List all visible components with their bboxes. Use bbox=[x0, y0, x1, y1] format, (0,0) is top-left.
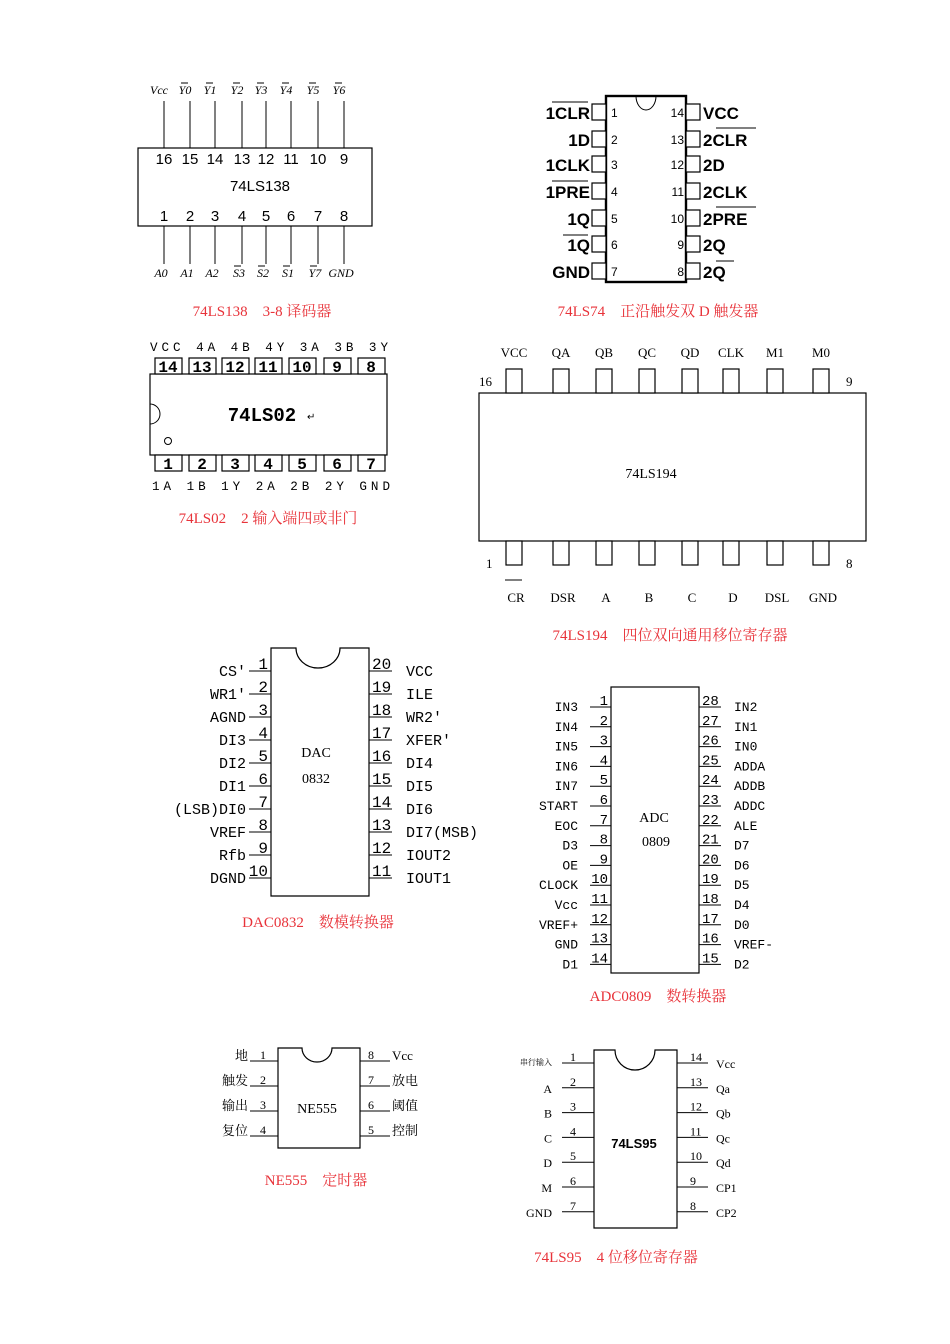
chip_0809-left-pin-14: 14 bbox=[591, 951, 608, 968]
chip-74ls194-bottom-label-c: C bbox=[687, 590, 697, 605]
chip_0809-right-pin-18: 18 bbox=[702, 892, 719, 908]
chip_555-left-label-3: 输出 bbox=[221, 1098, 248, 1113]
chip_0832-left-pin-6: 6 bbox=[258, 771, 268, 789]
chip_95-right-label-13: Qa bbox=[716, 1081, 730, 1096]
chip-74ls74-right-lead bbox=[686, 156, 700, 172]
chip-74ls138-bottom-pin-4: 4 bbox=[237, 208, 247, 225]
chip_0832-right-pin-14: 14 bbox=[372, 794, 392, 812]
chip_555-left-pin-3: 3 bbox=[260, 1098, 266, 1112]
chip-74ls194-pin-8: 8 bbox=[846, 556, 853, 571]
chip-74ls194-top-label-qc: QC bbox=[637, 345, 657, 360]
chip_0809-right-pin-22: 22 bbox=[702, 812, 719, 829]
chip-74ls138-bottom-pin-1: 1 bbox=[159, 208, 169, 225]
chip-74ls138-bottom-label-0: A0 bbox=[154, 266, 168, 280]
chip-74ls194-top-lead bbox=[813, 369, 829, 393]
chip_0809-left-label-14: D1 bbox=[562, 957, 578, 973]
chip-74ls02-bottom-pin-7: 7 bbox=[366, 456, 376, 474]
chip_0809-right-label-17: D0 bbox=[734, 917, 750, 933]
chip-74ls74-right-label-8: 2Q bbox=[703, 263, 726, 282]
chip_0809-right-label-15: D2 bbox=[734, 957, 750, 973]
chip-74ls138-bottom-label-6: Y7 bbox=[308, 266, 322, 280]
chip-74ls74-right-label-10: 2PRE bbox=[703, 210, 748, 229]
chip-74ls74-right-pin-8: 8 bbox=[677, 265, 684, 279]
chip_0809-left-pin-10: 10 bbox=[591, 872, 608, 889]
chip-74ls74-right-pin-10: 10 bbox=[670, 212, 684, 226]
chip_555-right-label-7: 放电 bbox=[392, 1073, 419, 1088]
chip_0809-right-label-16: VREF- bbox=[734, 937, 774, 953]
chip_0809-right-label-26: IN0 bbox=[734, 739, 758, 755]
chip-74ls194-bottom-label-gnd: GND bbox=[808, 590, 838, 605]
chip-74ls74-left-pin-1: 1 bbox=[611, 106, 618, 120]
chip_95-left-label-3: B bbox=[543, 1106, 552, 1121]
chip_95-left-pin-7: 7 bbox=[570, 1198, 576, 1213]
chip_555-left-pin-4: 4 bbox=[260, 1123, 266, 1137]
chip-74ls74-caption: 74LS74 正沿触发双 D 触发器 bbox=[557, 304, 759, 320]
chip-74ls74-left-lead bbox=[592, 236, 606, 252]
chip-74ls194-pin-9: 9 bbox=[846, 374, 853, 389]
chip-74ls74-left-pin-2: 2 bbox=[611, 133, 618, 147]
chip-74ls194-top-lead bbox=[682, 369, 698, 393]
chip-74ls138-top-label-2: Y1 bbox=[203, 83, 217, 97]
chip-74ls138-bottom-label-1: A1 bbox=[180, 266, 194, 280]
chip_0809-right-label-28: IN2 bbox=[734, 700, 758, 715]
chip-74ls138-top-label-6: Y5 bbox=[306, 83, 320, 97]
chip_0832-right-label-20: VCC bbox=[406, 664, 434, 681]
chip-dac0832-name-line2: 0832 bbox=[302, 772, 330, 787]
chip-74ls138-bottom-label-7: GND bbox=[328, 266, 354, 280]
chip-74ls138-top-pin-12: 12 bbox=[257, 151, 275, 168]
chip-74ls194-bottom-lead bbox=[682, 541, 698, 565]
chip_95-right-label-14: Vcc bbox=[716, 1057, 736, 1071]
chip_0809-left-pin-3: 3 bbox=[599, 733, 608, 750]
chip_0832-right-pin-12: 12 bbox=[372, 840, 392, 858]
chip_0809-right-pin-15: 15 bbox=[702, 951, 719, 968]
chip_0832-left-pin-3: 3 bbox=[258, 702, 268, 720]
chip_95-left-label-7: GND bbox=[526, 1205, 552, 1220]
chip-74ls74-left-pin-4: 4 bbox=[611, 185, 618, 199]
chip_0809-right-label-24: ADDB bbox=[734, 779, 766, 795]
chip-74ls02-top-pin-13: 13 bbox=[192, 359, 212, 377]
chip-74ls74-right-lead bbox=[686, 104, 700, 120]
chip-74ls194-bottom-label-a: A bbox=[601, 590, 611, 605]
chip-74ls194-bottom-lead bbox=[506, 541, 522, 565]
chip-74ls138-bottom-label-3: S3 bbox=[233, 266, 245, 280]
chip_0809-right-label-23: ADDC bbox=[734, 799, 766, 814]
chip-74ls194-top-label-qb: QB bbox=[594, 345, 614, 360]
chip_0809-right-pin-16: 16 bbox=[702, 931, 719, 948]
chip_0809-left-pin-7: 7 bbox=[599, 812, 608, 829]
chip_0832-left-label-5: DI2 bbox=[218, 756, 246, 773]
chip-74ls138-bottom-pin-5: 5 bbox=[261, 208, 271, 225]
chip_0832-left-pin-5: 5 bbox=[258, 748, 268, 766]
chip-74ls138-top-label-5: Y4 bbox=[279, 83, 293, 97]
chip-74ls138-top-pin-15: 15 bbox=[181, 151, 199, 168]
chip-74ls194-top-lead bbox=[639, 369, 655, 393]
chip-74ls74-left-lead bbox=[592, 210, 606, 226]
chip-74ls02-top-pin-14: 14 bbox=[158, 359, 178, 377]
chip_0832-right-label-17: XFER' bbox=[406, 733, 452, 750]
chip_95-left-label-2: A bbox=[543, 1081, 552, 1096]
chip-74ls138-bottom-label-5: S1 bbox=[282, 266, 294, 280]
chip-ne555 bbox=[222, 1048, 418, 1189]
chip-74ls138-top-label-7: Y6 bbox=[332, 83, 346, 97]
chip-74ls74-right-pin-14: 14 bbox=[670, 106, 684, 120]
chip-74ls74-left-label-1: 1CLR bbox=[545, 104, 590, 123]
chip_555-left-pin-2: 2 bbox=[260, 1073, 266, 1087]
chip_0832-left-label-4: DI3 bbox=[218, 733, 246, 750]
chip-74ls74-right-pin-12: 12 bbox=[670, 158, 684, 172]
chip_0809-right-pin-17: 17 bbox=[702, 911, 719, 928]
chip-74ls95-caption: 74LS95 4 位移位寄存器 bbox=[534, 1250, 698, 1266]
chip-74ls194-bottom-lead bbox=[596, 541, 612, 565]
chip-74ls74-right-pin-9: 9 bbox=[677, 238, 684, 252]
chip-74ls194-bottom-lead bbox=[767, 541, 783, 565]
chip-74ls02 bbox=[150, 341, 390, 527]
chip-74ls02-bottom-labels: 1A 1B 1Y 2A 2B 2Y GND bbox=[152, 480, 390, 494]
chip-74ls74-right-label-13: 2CLR bbox=[703, 131, 748, 150]
chip-74ls194 bbox=[479, 345, 866, 644]
chip-74ls74-left-lead bbox=[592, 104, 606, 120]
chip_0809-right-label-22: ALE bbox=[734, 818, 758, 834]
chip_0832-right-pin-18: 18 bbox=[372, 702, 392, 720]
chip_0809-left-label-3: IN5 bbox=[554, 739, 578, 755]
chip-74ls194-top-label-clk: CLK bbox=[718, 345, 744, 360]
chip_95-right-label-12: Qb bbox=[716, 1106, 731, 1121]
chip_0832-right-label-19: ILE bbox=[406, 687, 434, 704]
chip_0809-left-pin-2: 2 bbox=[599, 713, 608, 730]
chip-74ls138-top-label-0: Vcc bbox=[150, 83, 168, 97]
chip_0809-left-label-5: IN7 bbox=[554, 779, 578, 795]
chip-adc0809-name-line1: ADC bbox=[639, 811, 669, 826]
chip-74ls194-pin-16: 16 bbox=[479, 374, 492, 389]
chip_0809-right-pin-28: 28 bbox=[702, 694, 719, 710]
chip_555-right-label-8: Vcc bbox=[392, 1048, 413, 1063]
chip-74ls74-right-label-11: 2CLK bbox=[703, 183, 748, 202]
chip_0809-left-label-2: IN4 bbox=[554, 719, 578, 735]
chip-74ls194-top-lead bbox=[767, 369, 783, 393]
chip_95-left-pin-2: 2 bbox=[570, 1074, 576, 1089]
chip-74ls194-pin-1: 1 bbox=[486, 556, 493, 571]
chip-74ls74-left-label-4: 1PRE bbox=[545, 183, 590, 202]
chip-74ls194-bottom-label-d: D bbox=[728, 590, 738, 605]
chip-74ls74-right-label-14: VCC bbox=[703, 104, 739, 123]
chip_95-right-pin-11: 11 bbox=[690, 1124, 702, 1139]
chip-74ls194-top-lead bbox=[506, 369, 522, 393]
chip-74ls138-bottom-pin-6: 6 bbox=[286, 208, 296, 225]
chip-dac0832-name-line1: DAC bbox=[301, 746, 331, 761]
chip-74ls74-left-lead bbox=[592, 183, 606, 199]
chip_555-left-pin-1: 1 bbox=[260, 1048, 266, 1062]
chip_0809-left-label-13: GND bbox=[554, 937, 578, 953]
chip_95-right-label-9: CP1 bbox=[716, 1181, 737, 1195]
chip_555-left-label-2: 触发 bbox=[221, 1073, 248, 1088]
chip_555-right-pin-5: 5 bbox=[368, 1123, 374, 1137]
chip-74ls74-right-lead bbox=[686, 236, 700, 252]
chip-74ls02-caption: 74LS02 2 输入端四或非门 bbox=[178, 511, 358, 527]
chip_0832-left-pin-7: 7 bbox=[258, 794, 268, 812]
chip_95-right-pin-12: 12 bbox=[690, 1099, 702, 1114]
chip-74ls194-bottom-label-dsl: DSL bbox=[764, 590, 790, 605]
chip-74ls74-left-pin-7: 7 bbox=[611, 265, 618, 279]
chip_0832-right-label-13: DI7(MSB) bbox=[406, 825, 479, 842]
chip_95-right-label-10: Qd bbox=[716, 1156, 731, 1171]
chip_95-left-label-5: D bbox=[543, 1156, 552, 1171]
chip-74ls74-right-label-12: 2D bbox=[703, 156, 725, 175]
chip_0809-right-pin-24: 24 bbox=[702, 773, 719, 790]
chip_0809-left-label-6: START bbox=[538, 799, 578, 814]
chip_0809-left-pin-12: 12 bbox=[591, 911, 608, 928]
chip_95-left-label-1: 串行输入 bbox=[520, 1058, 552, 1067]
chip-74ls74-right-pin-11: 11 bbox=[671, 185, 684, 199]
chip-74ls74-right-lead bbox=[686, 183, 700, 199]
chip-ne555-body bbox=[278, 1048, 360, 1148]
chip-74ls74-left-label-2: 1D bbox=[568, 131, 590, 150]
chip_0809-right-pin-20: 20 bbox=[702, 852, 719, 869]
chip-74ls138-top-pin-10: 10 bbox=[309, 151, 327, 168]
chip_0832-right-label-16: DI4 bbox=[406, 756, 434, 773]
chip_0809-left-pin-13: 13 bbox=[591, 931, 608, 948]
chip-dac0832-caption: DAC0832 数模转换器 bbox=[242, 915, 394, 931]
chip-74ls74-left-label-3: 1CLK bbox=[545, 156, 590, 175]
chip-74ls138-caption: 74LS138 3-8 译码器 bbox=[192, 304, 332, 320]
chip_0809-right-pin-27: 27 bbox=[702, 713, 719, 730]
chip-74ls194-top-lead bbox=[553, 369, 569, 393]
chip_0809-right-pin-21: 21 bbox=[702, 832, 719, 849]
chip_0832-left-pin-8: 8 bbox=[258, 817, 268, 835]
chip_0832-right-pin-16: 16 bbox=[372, 748, 392, 766]
chip-74ls138-bottom-label-4: S2 bbox=[257, 266, 269, 280]
chip-74ls02-top-labels: VCC 4A 4B 4Y 3A 3B 3Y bbox=[150, 341, 388, 355]
chip-74ls138 bbox=[138, 83, 372, 320]
chip-74ls74-left-lead bbox=[592, 156, 606, 172]
chip-74ls138-top-pin-14: 14 bbox=[206, 151, 224, 168]
chip_0809-left-pin-11: 11 bbox=[591, 892, 608, 908]
chip_0832-right-label-11: IOUT1 bbox=[406, 871, 452, 888]
chip_555-left-label-1: 地 bbox=[234, 1048, 248, 1063]
chip_555-right-label-6: 阈值 bbox=[392, 1098, 419, 1113]
chip-74ls194-top-lead bbox=[596, 369, 612, 393]
chip-74ls138-top-label-3: Y2 bbox=[230, 83, 244, 97]
chip-74ls194-bottom-lead bbox=[553, 541, 569, 565]
chip_0832-left-pin-10: 10 bbox=[248, 863, 268, 881]
chip_0809-left-label-12: VREF+ bbox=[538, 917, 578, 933]
chip_555-right-pin-8: 8 bbox=[368, 1048, 374, 1062]
chip_95-right-label-11: Qc bbox=[716, 1131, 730, 1146]
chip_0832-left-label-6: DI1 bbox=[218, 779, 246, 796]
chip_0809-left-pin-1: 1 bbox=[599, 694, 608, 710]
chip-74ls194-top-label-qa: QA bbox=[551, 345, 571, 360]
chip-74ls02-top-pin-10: 10 bbox=[292, 359, 312, 377]
chip_0809-right-label-27: IN1 bbox=[734, 719, 758, 735]
chip-74ls95-name: 74LS95 bbox=[611, 1136, 657, 1151]
chip_95-left-pin-4: 4 bbox=[570, 1124, 576, 1139]
chip-adc0809 bbox=[539, 687, 773, 1005]
chip_0809-right-label-25: ADDA bbox=[734, 759, 766, 775]
chip-74ls138-name: 74LS138 bbox=[229, 178, 291, 195]
chip_0832-left-pin-1: 1 bbox=[258, 656, 268, 674]
chip_0809-right-label-18: D4 bbox=[734, 898, 750, 913]
chip_95-right-pin-8: 8 bbox=[690, 1198, 696, 1213]
chip_0809-right-pin-25: 25 bbox=[702, 753, 719, 770]
chip-74ls74-left-pin-3: 3 bbox=[611, 158, 618, 172]
chip_0809-right-pin-19: 19 bbox=[702, 872, 719, 889]
chip-74ls74-left-label-5: 1Q bbox=[567, 210, 590, 229]
chip_0832-right-pin-19: 19 bbox=[372, 679, 392, 697]
chip_0832-right-pin-20: 20 bbox=[372, 656, 392, 674]
chip-74ls02-top-pin-8: 8 bbox=[366, 359, 376, 377]
chip_555-right-pin-6: 6 bbox=[368, 1098, 374, 1112]
chip-74ls02-bottom-pin-2: 2 bbox=[197, 456, 207, 474]
chip-74ls74-right-lead bbox=[686, 263, 700, 279]
chip-74ls138-top-pin-9: 9 bbox=[339, 151, 349, 168]
chip_0832-left-pin-4: 4 bbox=[258, 725, 268, 743]
chip_95-right-label-8: CP2 bbox=[716, 1205, 737, 1220]
chip-adc0809-name-line2: 0809 bbox=[642, 835, 670, 850]
chip_0809-left-label-11: Vcc bbox=[554, 898, 578, 913]
chip-74ls02-bottom-pin-5: 5 bbox=[297, 456, 307, 474]
chip-74ls138-bottom-pin-3: 3 bbox=[210, 208, 220, 225]
chip-74ls02-bottom-pin-3: 3 bbox=[230, 456, 240, 474]
chip-74ls02-bottom-pin-1: 1 bbox=[163, 456, 173, 474]
chip_95-left-pin-5: 5 bbox=[570, 1149, 576, 1164]
chip_0832-left-label-1: CS' bbox=[218, 664, 246, 681]
chip_0832-right-pin-13: 13 bbox=[372, 817, 392, 835]
chip-74ls74 bbox=[546, 96, 759, 320]
chip_0832-left-pin-9: 9 bbox=[258, 840, 268, 858]
chip-74ls194-top-label-qd: QD bbox=[680, 345, 700, 360]
chip-74ls138-bottom-pin-2: 2 bbox=[185, 208, 195, 225]
chip-adc0809-body bbox=[611, 687, 699, 973]
chip-74ls02-bottom-pin-4: 4 bbox=[263, 456, 273, 474]
chip-74ls138-bottom-pin-7: 7 bbox=[313, 208, 323, 225]
chip-74ls74-left-lead bbox=[592, 263, 606, 279]
chip_0832-right-label-12: IOUT2 bbox=[406, 848, 452, 865]
chip_0809-left-label-7: EOC bbox=[554, 818, 578, 834]
chip_555-left-label-4: 复位 bbox=[221, 1123, 248, 1138]
chip_95-right-pin-10: 10 bbox=[690, 1149, 702, 1164]
chip-74ls194-top-lead bbox=[723, 369, 739, 393]
chip-74ls74-left-label-6: 1Q bbox=[567, 236, 590, 255]
chip_0809-left-pin-8: 8 bbox=[599, 832, 608, 849]
chip-74ls74-right-lead bbox=[686, 131, 700, 147]
chip_0809-left-label-10: CLOCK bbox=[538, 878, 578, 894]
chip-74ls02-return-mark: ↵ bbox=[307, 412, 316, 423]
chip_0809-right-label-19: D5 bbox=[734, 878, 750, 894]
chip-74ls194-bottom-lead bbox=[639, 541, 655, 565]
chip_95-right-pin-13: 13 bbox=[690, 1074, 702, 1089]
chip_555-right-pin-7: 7 bbox=[368, 1073, 374, 1087]
chip-74ls194-bottom-lead bbox=[723, 541, 739, 565]
chip_0809-right-pin-23: 23 bbox=[702, 793, 719, 809]
chip_0809-left-label-4: IN6 bbox=[554, 759, 578, 775]
chip_0832-right-label-15: DI5 bbox=[406, 779, 434, 796]
chip_0809-left-pin-5: 5 bbox=[599, 773, 608, 790]
chip_0809-left-pin-9: 9 bbox=[599, 852, 608, 869]
chip-74ls138-top-label-1: Y0 bbox=[178, 83, 192, 97]
chip_95-right-pin-14: 14 bbox=[690, 1050, 702, 1064]
chip_0832-left-pin-2: 2 bbox=[258, 679, 268, 697]
chip-74ls138-top-pin-11: 11 bbox=[283, 151, 299, 168]
chip_0809-left-label-1: IN3 bbox=[554, 700, 578, 715]
chip-74ls194-bottom-lead bbox=[813, 541, 829, 565]
chip-74ls02-name: 74LS02 bbox=[227, 405, 297, 427]
chip_0809-left-pin-4: 4 bbox=[599, 753, 608, 770]
chip_95-left-pin-3: 3 bbox=[570, 1099, 576, 1114]
chip_0832-left-label-8: VREF bbox=[209, 825, 246, 842]
chip-74ls74-left-lead bbox=[592, 131, 606, 147]
chip_0809-left-pin-6: 6 bbox=[599, 793, 608, 809]
chip-ne555-caption: NE555 定时器 bbox=[264, 1173, 368, 1189]
chip-74ls74-right-lead bbox=[686, 210, 700, 226]
chip_0809-right-label-20: D6 bbox=[734, 858, 750, 874]
chip_0832-right-label-18: WR2' bbox=[406, 710, 443, 727]
chip_95-left-label-4: C bbox=[543, 1131, 552, 1146]
chip-74ls95 bbox=[520, 1050, 737, 1266]
chip-74ls194-caption: 74LS194 四位双向通用移位寄存器 bbox=[552, 628, 788, 644]
chip_95-left-label-6: M bbox=[541, 1181, 552, 1195]
chip-74ls74-left-label-7: GND bbox=[552, 263, 590, 282]
chip_0809-right-pin-26: 26 bbox=[702, 733, 719, 750]
chip_0832-left-label-3: AGND bbox=[209, 710, 246, 727]
chip_0832-left-label-10: DGND bbox=[209, 871, 246, 888]
chip-74ls194-top-label-m0: M0 bbox=[811, 345, 831, 360]
chip-adc0809-caption: ADC0809 数转换器 bbox=[589, 989, 727, 1005]
chip_0832-left-label-9: Rfb bbox=[218, 848, 246, 865]
chip-74ls74-left-pin-5: 5 bbox=[611, 212, 618, 226]
chip-74ls02-top-pin-12: 12 bbox=[225, 359, 245, 377]
chip-74ls74-right-pin-13: 13 bbox=[670, 133, 684, 147]
chip_95-right-pin-9: 9 bbox=[690, 1174, 696, 1188]
chip_0832-right-pin-11: 11 bbox=[372, 863, 392, 881]
chip_0809-left-label-9: OE bbox=[562, 858, 578, 874]
chip_95-left-pin-1: 1 bbox=[570, 1050, 576, 1064]
chip-74ls194-top-label-vcc: VCC bbox=[500, 345, 528, 360]
chip_95-left-pin-6: 6 bbox=[570, 1174, 576, 1188]
chip_0809-right-label-21: D7 bbox=[734, 838, 750, 854]
chip-74ls138-top-pin-13: 13 bbox=[233, 151, 251, 168]
chip-74ls138-top-pin-16: 16 bbox=[155, 151, 173, 168]
chip-74ls194-top-label-m1: M1 bbox=[765, 345, 785, 360]
chip_0832-left-label-7: (LSB)DI0 bbox=[173, 802, 246, 819]
chip-74ls138-bottom-pin-8: 8 bbox=[339, 208, 349, 225]
chip-74ls138-bottom-label-2: A2 bbox=[205, 266, 219, 280]
chip-74ls02-bottom-pin-6: 6 bbox=[332, 456, 342, 474]
chip_0832-right-label-14: DI6 bbox=[406, 802, 434, 819]
chip_555-right-label-5: 控制 bbox=[392, 1123, 419, 1138]
chip_0832-right-pin-17: 17 bbox=[372, 725, 392, 743]
chip-74ls194-bottom-label-cr: CR bbox=[507, 590, 525, 605]
chip_0832-right-pin-15: 15 bbox=[372, 771, 392, 789]
chip_0832-left-label-2: WR1' bbox=[209, 687, 246, 704]
chip-74ls02-top-pin-11: 11 bbox=[258, 359, 278, 377]
chip-74ls194-name: 74LS194 bbox=[625, 467, 677, 482]
chip-74ls138-top-label-4: Y3 bbox=[254, 83, 268, 97]
chip-ne555-name: NE555 bbox=[297, 1102, 337, 1117]
chip-74ls194-bottom-label-dsr: DSR bbox=[550, 590, 576, 605]
chip-dac0832 bbox=[174, 648, 478, 931]
chip_0809-left-label-8: D3 bbox=[562, 838, 578, 854]
chip-74ls74-right-label-9: 2Q bbox=[703, 236, 726, 255]
chip-74ls02-top-pin-9: 9 bbox=[332, 359, 342, 377]
chip-74ls74-left-pin-6: 6 bbox=[611, 238, 618, 252]
chip-74ls194-bottom-label-b: B bbox=[644, 590, 654, 605]
